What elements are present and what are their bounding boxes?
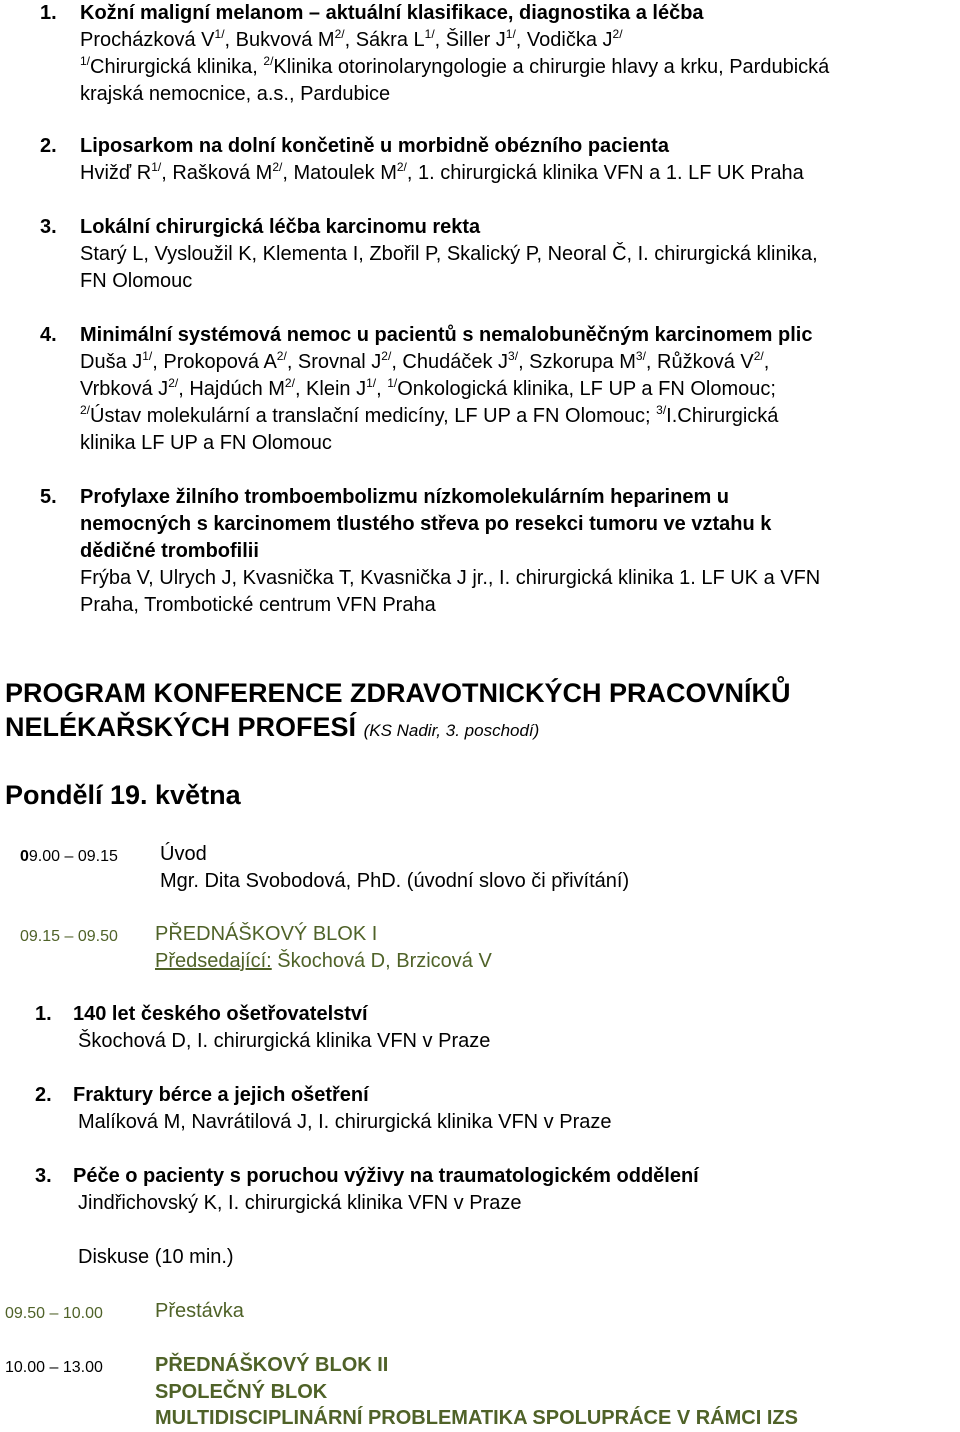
talk-2-title: Fraktury bérce a jejich ošetření [73,1084,369,1106]
paper-4-authors-line1: Duša $J^{1/}$, Prokopová $A^{2/}$, Srovnal $J^{2/}$, Chudáček $J^{3/}$, Szkorupa $M^{3/}$, Růžková $V^{2/}$, [80,349,770,373]
paper-3-title: Lokální chirurgická léčba karcinomu rekta [80,216,481,238]
program-heading-line2: NELÉKAŘSKÝCH PROFESÍ (KS Nadir, 3. poschodí) [5,712,540,742]
paper-5-title-line2: nemocných s karcinomem tlustého střeva po resekci tumoru ve vztahu k [80,513,772,535]
paper-1-authors: Procházková $V^{1/}$, Bukvová $M^{2/}$, Sákra $L^{1/}$, Šiller $J^{1/}$, Vodička $J^{2/}$ [80,27,623,51]
paper-5-number: 5. [40,486,57,508]
paper-4-affiliation-line4: klinika LF UP a FN Olomouc [80,432,332,454]
paper-1-title: Kožní maligní melanom – aktuální klasifikace, diagnostika a léčba [80,2,704,24]
paper-5-authors-line2: Praha, Trombotické centrum VFN Praha [80,594,436,616]
session-1-detail: Mgr. Dita Svobodová, PhD. (úvodní slovo či přivítání) [160,870,630,892]
talk-3-title: Péče o pacienty s poruchou výživy na traumatologickém oddělení [73,1165,699,1187]
paper-3-number: 3. [40,216,57,238]
paper-4-title: Minimální systémová nemoc u pacientů s nemalobuněčným karcinomem plic [80,324,813,346]
break-time: 09.50 – 10.00 [5,1305,103,1322]
paper-5-authors: Frýba V, Ulrych J, Kvasnička T, Kvasnička J jr., I. chirurgická klinika 1. LF UK a VFN [80,567,821,589]
session-4-subtitle: SPOLEČNÝ BLOK [155,1381,328,1403]
paper-3-authors: Starý L, Vysloužil K, Klementa I, Zbořil P, Skalický P, Neoral Č, I. chirurgická klinika, [80,243,818,265]
session-2-time: 09.15 – 09.50 [20,928,118,945]
paper-4-authors-line2: Vrbková $J^{2/}$, Hajdúch $M^{2/}$, Klein $J^{1/}$, $^{1/}$Onkologická klinika, LF UP a FN Olomouc; [80,376,776,400]
session-1-title: Úvod [160,843,207,865]
paper-3-authors-line2: FN Olomouc [80,270,193,292]
day-heading: Pondělí 19. května [5,780,241,810]
break-title: Přestávka [155,1300,244,1322]
paper-4-number: 4. [40,324,57,346]
program-heading: PROGRAM KONFERENCE ZDRAVOTNICKÝCH PRACOVNÍKŮ [5,678,791,708]
session-4-time: 10.00 – 13.00 [5,1359,103,1376]
talk-2-authors: Malíková M, Navrátilová J, I. chirurgická klinika VFN v Praze [78,1111,612,1133]
talk-3-number: 3. [35,1165,52,1187]
discussion: Diskuse (10 min.) [78,1246,234,1268]
paper-2-number: 2. [40,135,57,157]
paper-5-title-line3: dědičné trombofilii [80,540,259,562]
paper-1-affiliation-line2: krajská nemocnice, a.s., Pardubice [80,83,391,105]
session-1-time: 09.00 – 09.15 [20,848,118,865]
paper-4-affiliation-line3: $^{2/}$Ústav molekulární a translační medicíny, LF UP a FN Olomouc; $^{3/}$I.Chirurgická [80,403,779,427]
talk-1-number: 1. [35,1003,52,1025]
paper-5-title-line1: Profylaxe žilního tromboembolizmu nízkomolekulárním heparinem u [80,486,729,508]
paper-1-number: 1. [40,2,57,24]
session-2-title: PŘEDNÁŠKOVÝ BLOK I [155,923,378,945]
paper-2-title: Liposarkom na dolní končetině u morbidně obézního pacienta [80,135,669,157]
paper-2-authors: Hvižď $R^{1/}$, Rašková $M^{2/}$, Matoulek $M^{2/}$, 1. chirurgická klinika VFN a 1. LF UK Praha [80,160,804,184]
talk-1-title: 140 let českého ošetřovatelství [73,1003,368,1025]
session-4-title: PŘEDNÁŠKOVÝ BLOK II [155,1354,389,1376]
talk-1-authors: Škochová D, I. chirurgická klinika VFN v Praze [78,1030,491,1052]
talk-2-number: 2. [35,1084,52,1106]
session-2-chairs: Předsedající: Škochová D, Brzicová V [155,950,492,972]
program-heading-note: (KS Nadir, 3. poschodí) [363,721,540,740]
talk-3-authors: Jindřichovský K, I. chirurgická klinika VFN v Praze [78,1192,522,1214]
session-4-topic: MULTIDISCIPLINÁRNÍ PROBLEMATIKA SPOLUPRÁCE V RÁMCI IZS [155,1407,798,1429]
paper-1-affiliation: $^{1/}$Chirurgická klinika, $^{2/}$Klinika otorinolaryngologie a chirurgie hlavy a krku, Pardubická [80,54,830,78]
